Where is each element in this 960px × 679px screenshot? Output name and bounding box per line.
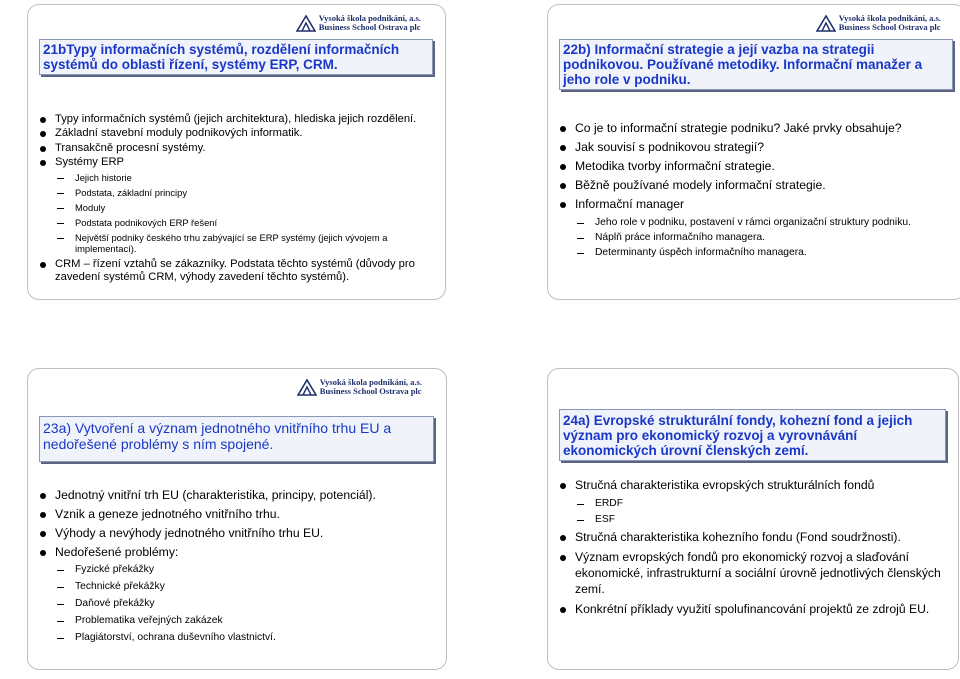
sub-bullet-item: Podstata podnikových ERP řešení [39,217,431,228]
bullet-item: Výhody a nevýhody jednotného vnitřního trhu EU. [39,525,432,541]
bullet-item: CRM – řízení vztahů se zákazníky. Podstata těchto systémů (důvody pro zavedení systémů CRM, výhody zavedení těchto systémů). [39,258,431,285]
slide-21b [27,4,446,300]
bullet-item: Jednotný vnitřní trh EU (charakteristika, principy, potenciál). [39,487,432,503]
bullet-item: Co je to informační strategie podniku? Jaké prvky obsahuje? [559,121,951,136]
school-logo [297,378,422,396]
slide-content [39,487,432,648]
bullet-item: Systémy ERP [39,156,431,169]
school-logo-icon [816,14,836,32]
sub-bullet-item: Determinanty úspěch informačního managera. [559,246,951,260]
sub-bullet-item: Moduly [39,202,431,213]
logo-line-1: Vysoká škola podnikání, a.s. [319,377,422,387]
sub-bullet-item: ESF [559,513,944,527]
logo-line-1: Vysoká škola podnikání, a.s. [318,13,421,23]
slide-title: 21bTypy informačních systémů, rozdělení informačních systémů do oblasti řízení, systémy ERP, CRM. [39,39,433,75]
sub-bullet-item: Jeho role v podniku, postavení v rámci organizační struktury podniku. [559,216,951,230]
sub-bullet-item: ERDF [559,497,944,511]
sub-bullet-item: Plagiátorství, ochrana duševního vlastnictví. [39,631,432,644]
bullet-item: Význam evropských fondů pro ekonomický rozvoj a slaďování ekonomické, infrastrukturní a sociální úrovně jednotlivých členských zemí. [559,549,944,597]
sub-bullet-item: Největší podniky českého trhu zabývající se ERP systémy (jejich vývojem a implementací). [39,232,431,254]
sub-bullet-item: Náplň práce informačního managera. [559,231,951,245]
sub-bullet-item: Podstata, základní principy [39,187,431,198]
bullet-item: Konkrétní příklady využití spolufinancování projektů ze zdrojů EU. [559,601,944,617]
slide-23a [27,368,447,670]
slide-title: 24a) Evropské strukturální fondy, kohezní fond a jejich význam pro ekonomický rozvoj a vyrovnávání ekonomických úrovní členských zemí. [559,409,946,461]
sub-bullet-item: Technické překážky [39,580,432,593]
logo-line-2: Business School Ostrava plc [318,22,421,32]
slide-content [559,477,944,621]
bullet-item: Vznik a geneze jednotného vnitřního trhu. [39,506,432,522]
slide-content [39,113,431,286]
bullet-item: Stručná charakteristika kohezního fondu (Fond soudržnosti). [559,529,944,545]
school-logo-icon [296,14,316,32]
slide-title: 23a) Vytvoření a význam jednotného vnitřního trhu EU a nedořešené problémy s ním spojené. [39,416,434,462]
bullet-item: Jak souvisí s podnikovou strategií? [559,140,951,155]
slide-content [559,121,951,261]
school-logo-icon [297,378,317,396]
sub-bullet-item: Daňové překážky [39,597,432,610]
bullet-item: Běžně používané modely informační strategie. [559,178,951,193]
bullet-item: Stručná charakteristika evropských strukturálních fondů [559,477,944,493]
bullet-item: Transakčně procesní systémy. [39,142,431,155]
school-logo [296,14,421,32]
slide-22b [547,4,960,300]
bullet-item: Informační manager [559,197,951,212]
bullet-item: Metodika tvorby informační strategie. [559,159,951,174]
sub-bullet-item: Problematika veřejných zakázek [39,614,432,627]
bullet-item: Nedořešené problémy: [39,544,432,560]
logo-line-1: Vysoká škola podnikání, a.s. [838,13,941,23]
slide-24a [547,368,959,670]
logo-line-2: Business School Ostrava plc [319,386,422,396]
school-logo [816,14,941,32]
bullet-item: Základní stavební moduly podnikových informatik. [39,127,431,140]
bullet-item: Typy informačních systémů (jejich architektura), hlediska jejich rozdělení. [39,113,431,126]
logo-line-2: Business School Ostrava plc [838,22,941,32]
slide-title: 22b) Informační strategie a její vazba na strategii podnikovou. Používané metodiky. Informační manažer a jeho role v podniku. [559,39,953,90]
sub-bullet-item: Fyzické překážky [39,563,432,576]
sub-bullet-item: Jejich historie [39,172,431,183]
